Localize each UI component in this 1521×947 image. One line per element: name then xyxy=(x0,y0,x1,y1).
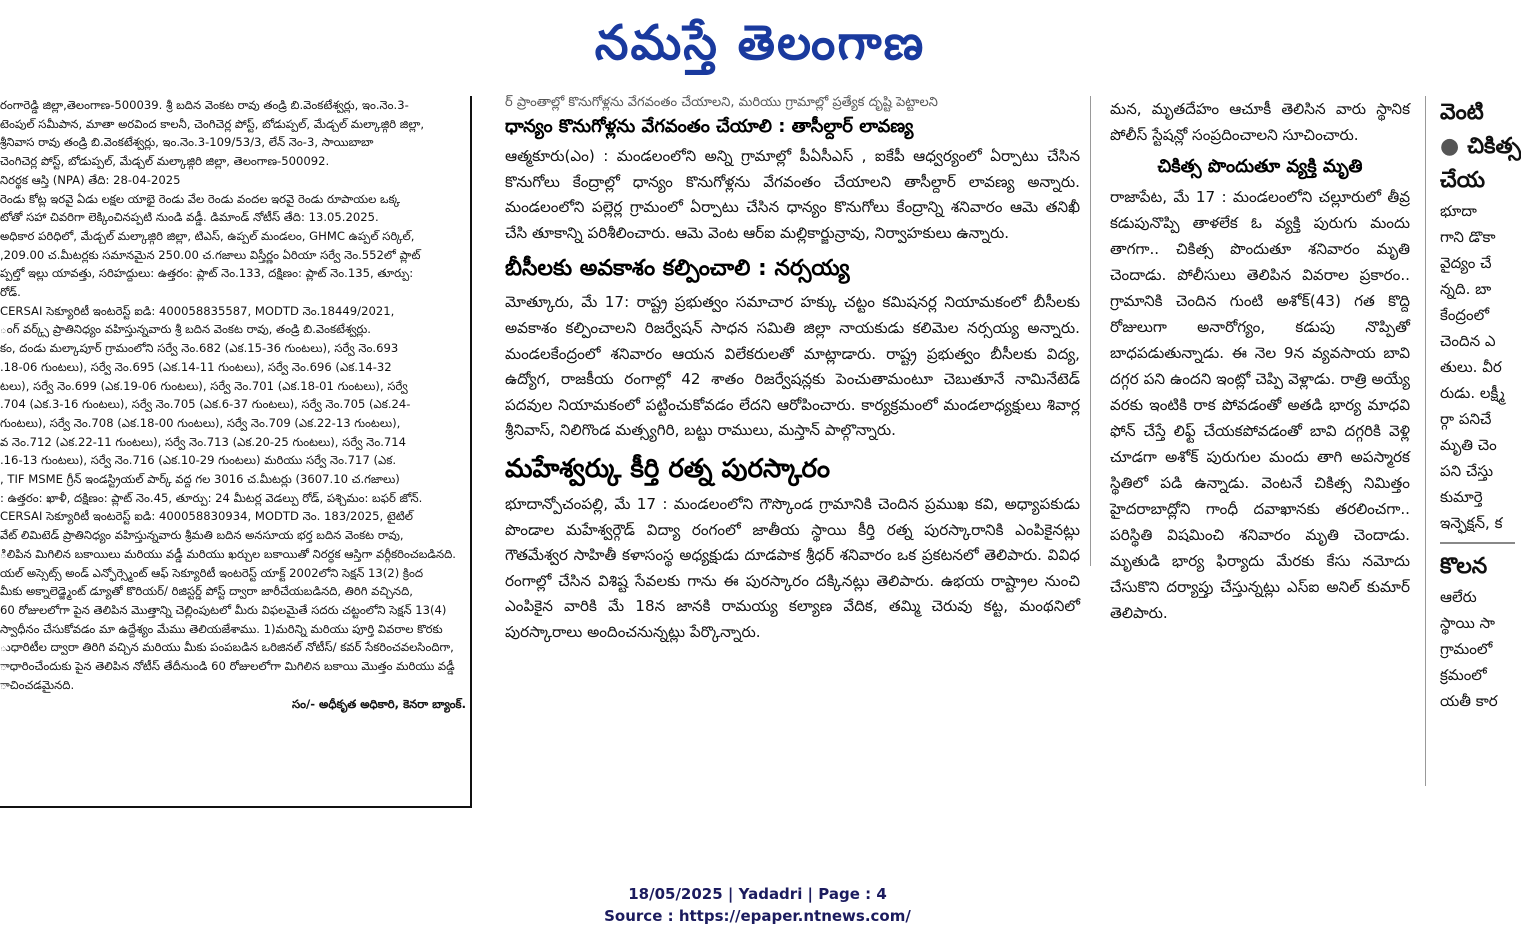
far-line: వైద్యం చే xyxy=(1440,254,1492,272)
notice-line: శ్రీనివాస రావు తండ్రి బి.వెంకటేశ్వర్లు, ఇం.నెం.3-109/53/3, లేన్ నెం-3, సాయిబాబా xyxy=(0,135,374,150)
far-line: ర్గా పనిచే xyxy=(1440,410,1492,428)
notice-line: రోడ్. xyxy=(0,285,21,300)
notice-line: ప్పల్తో ఇల్లు యావత్తు, సరిహద్దులు: ఉత్తరం: ప్లాట్ నెం.133, దక్షిణం: ప్లాట్ నెం.135, తూర్పు: xyxy=(0,266,414,281)
article-3-headline: మహేశ్వర్కు కీర్తి రత్న పురస్కారం xyxy=(505,453,831,484)
far-line: కుమార్తె xyxy=(1440,488,1483,506)
far-right-column xyxy=(1440,96,1521,806)
article-1-body: ఆత్మకూరు(ఎం) : మండలంలోని అన్ని గ్రామాల్లో పీఏసీఎస్ , ఐకేపీ ఆధ్వర్యంలో ఏర్పాటు చేసిన కొనుగోలు కేంద్రాల్లో ధాన్యం కొనుగోళ్లను వేగవంతం చేయాలని తాసీల్దార్ లావణ్య అన్నారు. మండలంలోని పల్లెర్ల గ్రామంలో ఏర్పాటు చేసిన ధాన్యం కొనుగోలు కేంద్రాన్ని శనివారం ఆమె తనిఖీ చేసి తూకాన్ని పరిశీలించారు. ఆమె వెంట ఆర్ఐ మల్లికార్జున్రావు, నిర్వాహకులు ఉన్నారు. xyxy=(505,147,1080,242)
far-head-sub: చేయ xyxy=(1440,168,1486,193)
notice-line: అధికార పరిధిలో, మేడ్చల్ మల్కాజ్గిరి జిల్లా, టిఎస్, ఉప్పల్ మండలం, GHMC ఉప్పల్ సర్కిల్, xyxy=(0,228,415,243)
far-line: భూదా xyxy=(1440,202,1477,220)
article-2-body: మోత్కూరు, మే 17: రాష్ట్ర ప్రభుత్వం సమాచార హక్కు చట్టం కమిషనర్ల నియామకంలో బీసీలకు అవకాశం కల్పించాలని రిజర్వేషన్ సాధన సమితి జిల్లా నాయకుడు కలిమెల నర్సయ్య అన్నారు. మండలకేంద్రంలో శనివారం ఆయన విలేకరులతో మాట్లాడారు. రాష్ట్ర ప్రభుత్వం బీసీలకు విద్య, ఉద్యోగ, రాజకీయ రంగాల్లో 42 శాతం రిజర్వేషన్లకు పెంచుతామంటూ చెబుతూనే నామినేటెడ్ పదవుల నియామకంలో పట్టించుకోవడం లేదని ఆరోపించారు. కార్యక్రమంలో మండలాధ్యక్షులు శివార్ల శ్రీనివాస్, నిలిగొండ మత్స్యగిరి, బట్టు రాములు, మస్తాన్ పాల్గొన్నారు. xyxy=(505,293,1080,440)
far-line: కేంద్రంలో xyxy=(1440,306,1490,324)
far-rule xyxy=(1440,542,1515,544)
far-line: చెందిన ఎ xyxy=(1440,332,1496,350)
notice-line: CERSAI సెక్యూరిటీ ఇంటరెస్ట్ ఐడి: 400058830934, MODTD నెం. 183/2025, టైటిల్ xyxy=(0,509,414,524)
far-line: తులు. వీర xyxy=(1440,358,1502,376)
notice-line: .704 (ఎక.3-16 గుంటలు), సర్వే నెం.705 (ఎక.6-37 గుంటలు), సర్వే నెం.705 (ఎక.24- xyxy=(0,397,411,412)
notice-line: రెండు కోట్ల ఇరవై ఏడు లక్షల యాభై రెండు వేల రెండు వందల ఇరవై రెండు రూపాయల ఒక్క xyxy=(0,191,401,206)
bank-notice xyxy=(0,96,472,808)
notice-line: ంగ్ వర్క్స్ ప్రాతినిధ్యం వహిస్తున్నవారు శ్రీ బదిన వెంకట రావు, తండ్రి బి.వెంకటేశ్వర్లు. xyxy=(0,322,371,337)
notice-line: .16-13 గుంటలు), సర్వే నెం.716 (ఎక.10-29 గుంటలు) మరియు సర్వే నెం.717 (ఎక. xyxy=(0,453,397,468)
far-line: మృతి చెం xyxy=(1440,436,1497,454)
notice-line: 60 రోజులలోగా పైన తెలిపిన మొత్తాన్ని చెల్లింపుటలో మీరు విఫలమైతే సదరు చట్టంలోని సెక్షన్ 13(4) xyxy=(0,602,447,617)
notice-line: వేట్ లిమిటెడ్ ప్రాతినిధ్యం వహిస్తున్నవారు శ్రీమతి బదిన అనసూయ భర్త బదిన వెంకట రావు, xyxy=(0,528,404,543)
far-head-b: కొలన xyxy=(1440,554,1488,579)
article-3-body: భూదాన్పోచంపల్లి, మే 17 : మండలంలోని గౌస్కొండ గ్రామానికి చెందిన ప్రముఖ కవి, అధ్యాపకుడు పొండాల మహేశ్వర్గౌడ్ విద్యా రంగంలో జాతీయ స్థాయి కీర్తి రత్న పురస్కారానికి ఎంపికైనట్లు గౌతమేశ్వర సాహితీ కళాసంస్థ అధ్యక్షుడు దూడపాక శ్రీధర్ శనివారం ఒక ప్రకటనలో తెలిపారు. వివిధ రంగాల్లో చేసిన విశిష్ట సేవలకు గాను ఈ పురస్కారం దక్కినట్లు తెలిపారు. ఉభయ రాష్ట్రాల నుంచి ఎంపికైన వారికి మే 18న జానకి రామయ్య కల్యాణ వేదిక, తమ్మి చెరువు కట్ట, మంథనిలో పురస్కారాలు అందించనున్నట్లు పేర్కొన్నారు. xyxy=(505,494,1080,641)
far-line: ఇన్ఫెక్షన్, క xyxy=(1440,514,1503,532)
right-intro-text: మన, మృతదేహం ఆచూకీ తెలిసిన వారు స్థానిక పోలీస్ స్టేషన్లో సంప్రదించాలని సూచించారు. xyxy=(1110,100,1410,144)
far-lines-a xyxy=(1440,198,1515,536)
column-divider-2 xyxy=(1425,96,1426,786)
column-divider xyxy=(1090,96,1091,566)
far-line: ఆలేరు xyxy=(1440,588,1477,606)
notice-line: టెంపుల్ సమీపాన, మాతా అరవింద కాలనీ, చెంగిచెర్ల పోస్ట్, బోడుప్పల్, మేడ్చల్ మల్కాజ్గిరి జిల్లా, xyxy=(0,116,425,131)
right-column xyxy=(1110,96,1410,786)
far-line: యతీ కార xyxy=(1440,692,1498,710)
notice-line: టలు), సర్వే నెం.699 (ఎక.19-06 గుంటలు), సర్వే నెం.701 (ఎక.18-01 గుంటలు), సర్వే xyxy=(0,378,408,393)
right-article-body: రాజాపేట, మే 17 : మండలంలోని చల్లూరులో తీవ్ర కడుపునొప్పి తాళలేక ఓ వ్యక్తి పురుగు మందు తాగగా.. చికిత్స పొందుతూ శనివారం మృతి చెందాడు. పోలీసులు తెలిపిన వివరాల ప్రకారం.. గ్రామానికి చెందిన గుంటి అశోక్(43) గత కొద్ది రోజులుగా అనారోగ్యం, కడుపు నొప్పితో బాధపడుతున్నాడు. ఈ నెల 9న వ్యవసాయ బావి దగ్గర పని ఉందని ఇంట్లో చెప్పి వెళ్లాడు. రాత్రి అయ్యే వరకు ఇంటికి రాక పోవడంతో అతడి భార్య మాధవి ఫోన్ చేస్తే లిఫ్ట్ చేయకపోవడంతో బావి దగ్గరికి వెళ్లి చూడగా అశోక్ పురుగుల మందు తాగి అపస్మారక స్థితిలో పడి ఉన్నాడు. వెంటనే చికిత్స నిమిత్తం హైదరాబాద్లోని గాంధీ దవాఖానకు తరలించగా.. పరిస్థితి విషమించి శనివారం మృతి చెందాడు. మృతుడి భార్య ఫిర్యాదు మేరకు కేసు నమోదు చేసుకొని దర్యాప్తు చేస్తున్నట్లు ఎస్ఐ అనిల్ కుమార్ తెలిపారు. xyxy=(1110,188,1410,622)
far-line: న్నది. బా xyxy=(1440,280,1492,298)
notice-line: ాచించడమైనది. xyxy=(0,677,75,692)
article-1-headline: ధాన్యం కొనుగోళ్లను వేగవంతం చేయాలి : తాసీల్దార్ లావణ్య xyxy=(505,116,914,137)
notice-line: ిలిపిన మిగిలిన బకాయిలు మరియు వడ్డీ మరియు ఖర్చుల బకాయితో నిరర్ధక ఆస్తిగా వర్గీకరించబడినది. xyxy=(0,546,456,561)
far-line: క్రమంలో xyxy=(1440,666,1487,684)
far-line: రుడు. లక్ష్మీ xyxy=(1440,384,1505,402)
notice-line: కం, దండు మల్కాపూర్ గ్రామంలోని సర్వే నెం.682 (ఎక.15-36 గుంటలు), సర్వే నెం.693 xyxy=(0,341,399,356)
far-line: పని చేస్తు xyxy=(1440,462,1494,480)
right-article-headline: చికిత్స పొందుతూ వ్యక్తి మృతి xyxy=(1157,156,1363,177)
notice-line: స్వాధీనం చేసుకోవడం మా ఉద్దేశ్యం మేము తెలియజేశాము. 1)మరిన్ని మరియు పూర్తి వివరాల కొరకు xyxy=(0,621,443,636)
notice-signature: సం/- అధీకృత అధికారి, కెనరా బ్యాంక్. xyxy=(291,696,466,711)
far-head-top: వెంటి xyxy=(1440,100,1484,125)
notice-line: వ నెం.712 (ఎక.22-11 గుంటలు), సర్వే నెం.713 (ఎక.20-25 గుంటలు), సర్వే నెం.714 xyxy=(0,434,407,449)
cut-off-text: ర్ ప్రాంతాల్లో కొనుగోళ్లను వేగవంతం చేయాలని, మరియు గ్రామాల్లో ప్రత్యేక దృష్టి పెట్టాలని xyxy=(505,95,938,110)
notice-line: ుధారిటీల ద్వారా తిరిగి వచ్చిన మరియు మీకు పంపబడిన ఒరిజినల్ నోటీస్/ కవర్ సేకరించవలసిందిగా, xyxy=(0,640,454,655)
notice-line: గుంటలు), సర్వే నెం.708 (ఎక.18-00 గుంటలు), సర్వే నెం.709 (ఎక.22-13 గుంటలు), xyxy=(0,415,401,430)
notice-line: : ఉత్తరం: ఖాళీ, దక్షిణం: ప్లాట్ నెం.45, తూర్పు: 24 మీటర్ల వెడల్పు రోడ్, పశ్చిమం: బఫర్ జోన్. xyxy=(0,490,423,505)
far-line: గాని డొకా xyxy=(1440,228,1496,246)
article-2-headline: బీసీలకు అవకాశం కల్పించాలి : నర్సయ్య xyxy=(505,256,850,282)
notice-line: .18-06 గుంటలు), సర్వే నెం.695 (ఎక.14-11 గుంటలు), సర్వే నెం.696 (ఎక.14-32 xyxy=(0,359,392,374)
footer-date-edition: 18/05/2025 | Yadadri | Page : 4 xyxy=(628,885,887,903)
far-lines-b xyxy=(1440,584,1515,714)
notice-line: CERSAI సెక్యూరిటీ ఇంటరెస్ట్ ఐడి: 400058835587, MODTD నెం.18449/2021, xyxy=(0,303,395,318)
notice-border-bottom xyxy=(0,806,472,808)
footer-source: Source : https://epaper.ntnews.com/ xyxy=(604,907,911,925)
notice-line: చెంగిచెర్ల పోస్ట్, బోడుప్పల్, మేడ్చల్ మల్కాజ్గిరి జిల్లా, తెలంగాణ-500092. xyxy=(0,154,330,169)
notice-line: , TIF MSME గ్రీన్ ఇండస్ట్రియల్ పార్క్ వద్ద గల 3016 చ.మీటర్లు (3607.10 చ.గజాలు) xyxy=(0,472,400,487)
bullet-icon: ● xyxy=(1440,134,1460,159)
middle-column xyxy=(505,96,1080,796)
notice-line: ాధారించేందుకు పైన తెలిపిన నోటీస్ తేదీనుండి 60 రోజులలోగా మిగిలిన బకాయి మొత్తం మరియు వడ్డీ xyxy=(0,659,455,674)
notice-line: యల్ అస్సెట్స్ అండ్ ఎన్ఫోర్స్మెంట్ ఆఫ్ సెక్యూరిటీ ఇంటరెస్ట్ యాక్ట్ 2002లోని సెక్షన్ 13(2) క్రింద xyxy=(0,565,424,580)
notice-border-right xyxy=(470,96,472,808)
far-bullet-text: చికిత్స xyxy=(1467,134,1521,159)
notice-line: రంగారెడ్డి జిల్లా,తెలంగాణ-500039. శ్రీ బదిన వెంకట రావు తండ్రి బి.వెంకటేశ్వర్లు, ఇం.నెం.3- xyxy=(0,98,409,112)
far-line: స్థాయి సా xyxy=(1440,614,1495,632)
far-bullet-item xyxy=(1440,130,1521,164)
notice-line: నిరర్థక ఆస్తి (NPA) తేది: 28-04-2025 xyxy=(0,172,181,187)
notice-line: టోతో సహా చివరిగా లెక్కించినప్పటి నుండి వడ్డీ. డిమాండ్ నోటీస్ తేది: 13.05.2025. xyxy=(0,210,379,225)
notice-line: ,209.00 చ.మీటర్లకు సమానమైన 250.00 చ.గజాలు విస్తీర్ణం ఏరియా సర్వే నెం.552లో ప్లాట్ xyxy=(0,247,421,262)
masthead-logo: నమస్తే తెలంగాణ xyxy=(594,15,926,71)
far-line: గ్రామంలో xyxy=(1440,640,1493,658)
notice-line: మీకు అక్నాలెడ్జ్మెంట్ డ్యూతో కొరియర్/ రిజిస్టర్డ్ పోస్ట్ ద్వారా జారీచేయబడినది, తిరిగి వచ్చినది, xyxy=(0,584,413,599)
